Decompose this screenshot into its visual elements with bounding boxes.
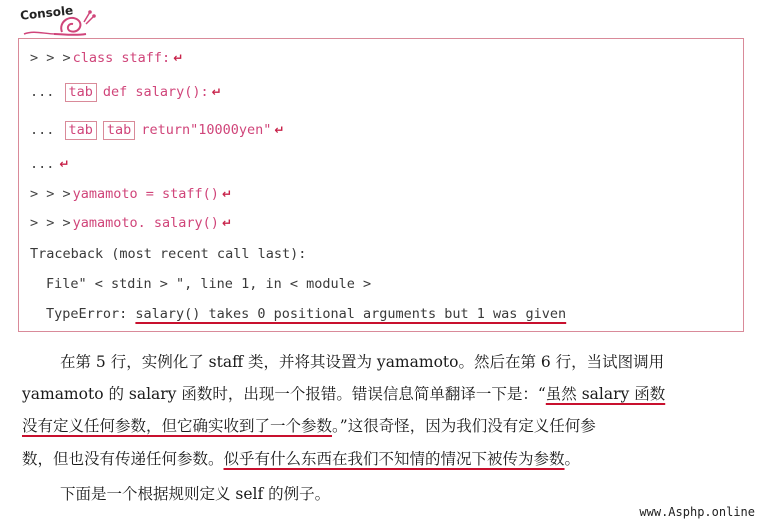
underlined-text: 虽然 salary 函数 [545,385,666,403]
prompt: ... [30,122,55,138]
console-label: Console [19,3,74,23]
error-prefix: TypeError: [46,306,136,322]
error-line [46,306,566,322]
return-icon: ↵ [274,123,285,137]
code-text: yamamoto = staff() [72,186,219,202]
prompt: > > > [30,215,71,231]
code-line-3 [30,121,284,140]
traceback-line: Traceback (most recent call last): [30,246,307,262]
code-line-6 [30,215,232,231]
return-icon: ↵ [59,157,70,171]
paragraph-text: yamamoto 的 salary 函数时，出现一个报错。错误信息简单翻译一下是：“ [22,385,546,403]
tab-key: tab [103,121,135,140]
underlined-text: 没有定义任何参数，但它确实收到了一个参数 [22,417,333,435]
console-badge [14,4,104,38]
code-line-4 [30,156,69,172]
tab-key: tab [65,121,97,140]
code-line-5 [30,186,232,202]
code-line-1 [30,50,183,66]
paragraph-text: 。”这很奇怪，因为我们没有定义任何参 [332,417,596,435]
paragraph-line-5: 下面是一个根据规则定义 self 的例子。 [60,485,331,503]
paragraph-line-3 [22,414,742,436]
return-icon: ↵ [211,85,222,99]
code-text: def salary(): [102,84,209,100]
paragraph-text: 。 [564,450,581,468]
paragraph-line-4 [22,447,742,469]
return-icon: ↵ [221,216,233,230]
file-line: File" < stdin > ", line 1, in < module > [46,276,372,292]
prompt: ... [30,156,55,172]
code-line-2 [30,83,222,102]
code-text: yamamoto. salary() [72,215,219,231]
code-text: class staff: [72,50,171,66]
code-text: return"10000yen" [141,122,272,138]
prompt: ... [30,84,55,100]
return-icon: ↵ [173,51,184,65]
paragraph-text: 数，但也没有传递任何参数。 [22,450,224,468]
paragraph-line-1: 在第 5 行，实例化了 staff 类，并将其设置为 yamamoto。然后在第 6 行，当试图调用 [60,353,665,371]
prompt: > > > [30,50,71,66]
tab-key: tab [65,83,97,102]
error-message: salary() takes 0 positional arguments but 1 was given [135,306,567,322]
prompt: > > > [30,186,71,202]
return-icon: ↵ [221,187,233,201]
underlined-text: 似乎有什么东西在我们不知情的情况下被传为参数 [223,450,565,468]
watermark: www.Asphp.online [639,505,755,519]
paragraph-line-2 [22,382,742,404]
